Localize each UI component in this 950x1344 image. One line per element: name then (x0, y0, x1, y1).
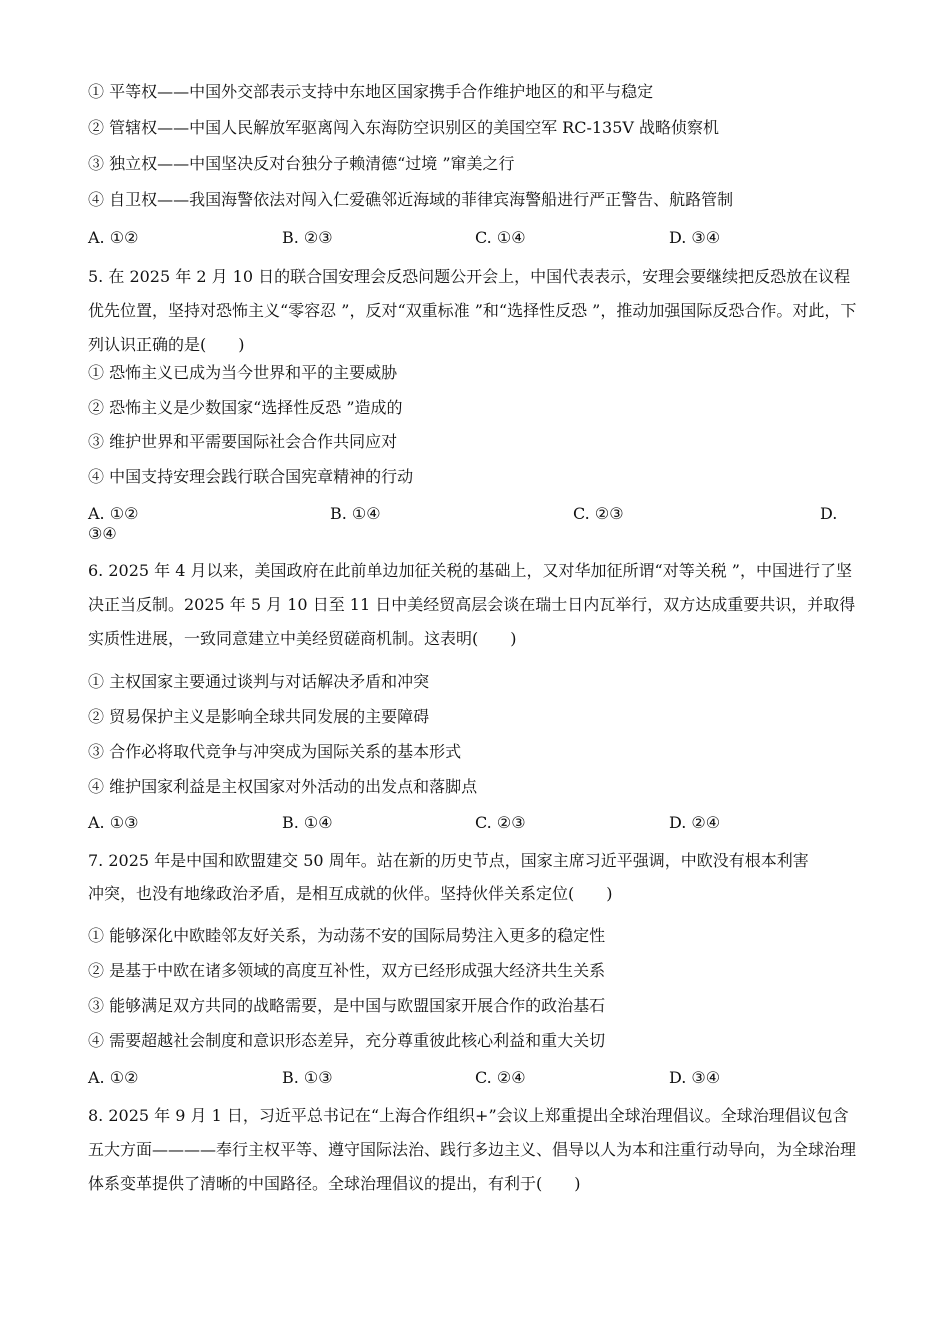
q5-option-c: C. ②③ (573, 504, 624, 523)
q7-item-3: ③ 能够满足双方共同的战略需要，是中国与欧盟国家开展合作的政治基石 (88, 996, 606, 1015)
q6-item-2: ② 贸易保护主义是影响全球共同发展的主要障碍 (88, 707, 430, 726)
q5-option-d: D. (820, 504, 838, 523)
q5-option-b: B. ①④ (330, 504, 381, 523)
q7-option-a: A. ①② (88, 1068, 139, 1087)
q7-item-4: ④ 需要超越社会制度和意识形态差异，充分尊重彼此核心利益和重大关切 (88, 1031, 606, 1050)
q6-stem: 6. 2025 年 4 月以来，美国政府在此前单边加征关税的基础上，又对华加征所谓“对等关税 ”，中国进行了坚决正当反制。2025 年 5 月 10 日至 11 日中美经贸高层会谈在瑞士日内瓦举行，双方达成重要共识，并取得实质性进展，一致同意建立中美经贸磋商机制。这表明( ) (88, 561, 856, 648)
q4-option-d: D. ③④ (669, 228, 721, 247)
q5-option-a: A. ①② (88, 504, 139, 523)
q7-option-c: C. ②④ (475, 1068, 526, 1087)
q7-stem-line-1: 7. 2025 年是中国和欧盟建交 50 周年。站在新的历史节点，国家主席习近平强调，中欧没有根本利害 (88, 851, 809, 870)
q7-item-2: ② 是基于中欧在诸多领域的高度互补性，双方已经形成强大经济共生关系 (88, 961, 606, 980)
q6-item-4: ④ 维护国家利益是主权国家对外活动的出发点和落脚点 (88, 777, 478, 796)
q4-item-3: ③ 独立权——中国坚决反对台独分子赖清德“过境 ”窜美之行 (88, 154, 515, 173)
q5-item-1: ① 恐怖主义已成为当今世界和平的主要威胁 (88, 363, 398, 382)
q6-item-1: ① 主权国家主要通过谈判与对话解决矛盾和冲突 (88, 672, 430, 691)
q6-item-3: ③ 合作必将取代竞争与冲突成为国际关系的基本形式 (88, 742, 462, 761)
q6-option-b: B. ①④ (282, 813, 333, 832)
q7-item-1: ① 能够深化中欧睦邻友好关系，为动荡不安的国际局势注入更多的稳定性 (88, 926, 606, 945)
q7-option-b: B. ①③ (282, 1068, 333, 1087)
q8-stem: 8. 2025 年 9 月 1 日，习近平总书记在“上海合作组织+”会议上郑重提出全球治理倡议。全球治理倡议包含五大方面————奉行主权平等、遵守国际法治、践行多边主义、倡导以人为本和注重行动导向，为全球治理体系变革提供了清晰的中国路径。全球治理倡议的提出，有利于( ) (88, 1106, 857, 1193)
q4-option-b: B. ②③ (282, 228, 333, 247)
q5-item-3: ③ 维护世界和平需要国际社会合作共同应对 (88, 432, 398, 451)
q5-option-d-value: ③④ (88, 524, 117, 543)
q4-item-1: ① 平等权——中国外交部表示支持中东地区国家携手合作维护地区的和平与稳定 (88, 82, 654, 101)
q5-item-4: ④ 中国支持安理会践行联合国宪章精神的行动 (88, 467, 414, 486)
q6-option-c: C. ②③ (475, 813, 526, 832)
q4-option-a: A. ①② (88, 228, 139, 247)
q5-stem: 5. 在 2025 年 2 月 10 日的联合国安理会反恐问题公开会上，中国代表表示，安理会要继续把反恐放在议程优先位置，坚持对恐怖主义“零容忍 ”，反对“双重标准 ”和“选择性反恐 ”，推动加强国际反恐合作。对此，下列认识正确的是( ) (88, 267, 857, 354)
q6-option-d: D. ②④ (669, 813, 721, 832)
q7-stem-line-2: 冲突，也没有地缘政治矛盾，是相互成就的伙伴。坚持伙伴关系定位( ) (88, 884, 613, 903)
q4-item-4: ④ 自卫权——我国海警依法对闯入仁爱礁邻近海域的菲律宾海警船进行严正警告、航路管制 (88, 190, 734, 209)
q4-option-c: C. ①④ (475, 228, 526, 247)
q4-item-2: ② 管辖权——中国人民解放军驱离闯入东海防空识别区的美国空军 RC-135V 战略侦察机 (88, 118, 720, 137)
q7-option-d: D. ③④ (669, 1068, 721, 1087)
q6-option-a: A. ①③ (88, 813, 139, 832)
q5-item-2: ② 恐怖主义是少数国家“选择性反恐 ”造成的 (88, 398, 403, 417)
